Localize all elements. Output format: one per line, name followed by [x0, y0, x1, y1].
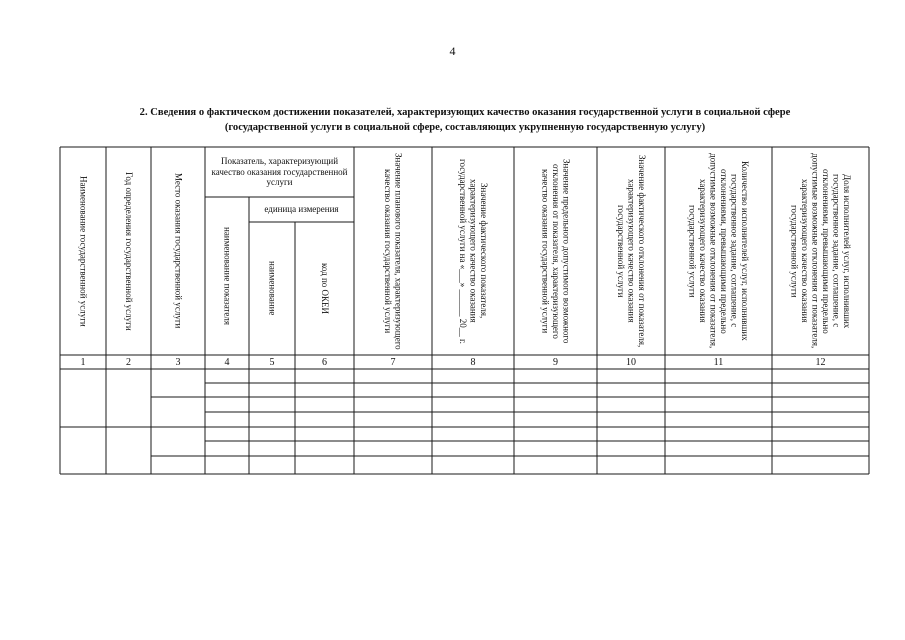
column-number-10: 10 — [626, 356, 636, 368]
column-number-9: 9 — [553, 356, 558, 368]
header-actual-value: Значение фактического показателя, характеризующего качество оказания государственной услуги на «___» ______ 20__ г. — [457, 158, 489, 344]
page-number: 4 — [449, 44, 456, 58]
section-title-line-2: (государственной услуги в социальной сфере, составляющих укрупненную государственную услугу) — [224, 122, 706, 133]
column-number-8: 8 — [470, 356, 476, 368]
header-executors-count: Количество исполнителей услуг, исполнивших государственное задание, соглашение, с отклонениями, превышающими предельно допустимые возможные отклонения от показателя, характеризующего качество оказания государственной услуги — [687, 153, 750, 349]
column-number-3: 3 — [175, 356, 181, 368]
column-number-12: 12 — [815, 356, 826, 368]
header-service-place: Место оказания государственной услуги — [173, 173, 184, 329]
header-unit-name: наименование — [267, 261, 278, 316]
header-indicator-name: наименование показателя — [222, 226, 233, 326]
header-service-year: Год определения государственной услуги — [123, 171, 134, 331]
section-title-line-1: 2. Сведения о фактическом достижении показателей, характеризующих качество оказания государственной услуги в социальной сфере — [139, 107, 791, 118]
column-number-4: 4 — [224, 356, 230, 368]
header-planned-value: Значение планового показателя, характеризующего качество оказания государственной услуги — [383, 152, 404, 350]
header-unit-group: единица измерения — [264, 204, 339, 215]
header-okei-code: код по ОКЕИ — [319, 262, 330, 315]
column-number-11: 11 — [713, 356, 724, 368]
header-actual-deviation: Значение фактического отклонения от показателя, характеризующего качество оказания государственной услуги — [615, 154, 647, 348]
header-indicator-group: Показатель, характеризующий качество оказания государственной услуги — [211, 156, 348, 188]
header-service-name: Наименование государственной услуги — [78, 175, 89, 327]
column-number-1: 1 — [80, 356, 86, 368]
column-number-5: 5 — [269, 356, 275, 368]
header-allowed-deviation: Значение предельного допустимого возможного отклонения от показателя, характеризующего качество оказания государственной услуги — [540, 158, 572, 344]
column-number-2: 2 — [126, 356, 131, 368]
column-number-7: 7 — [390, 356, 396, 368]
header-executors-share: Доля исполнителей услуг, исполнивших государственное задание, соглашение, с отклонениями, превышающими предельно допустимые возможные отклонения от показателя, характеризующего качество оказания государственной услуги — [789, 153, 852, 349]
column-number-6: 6 — [322, 356, 327, 368]
